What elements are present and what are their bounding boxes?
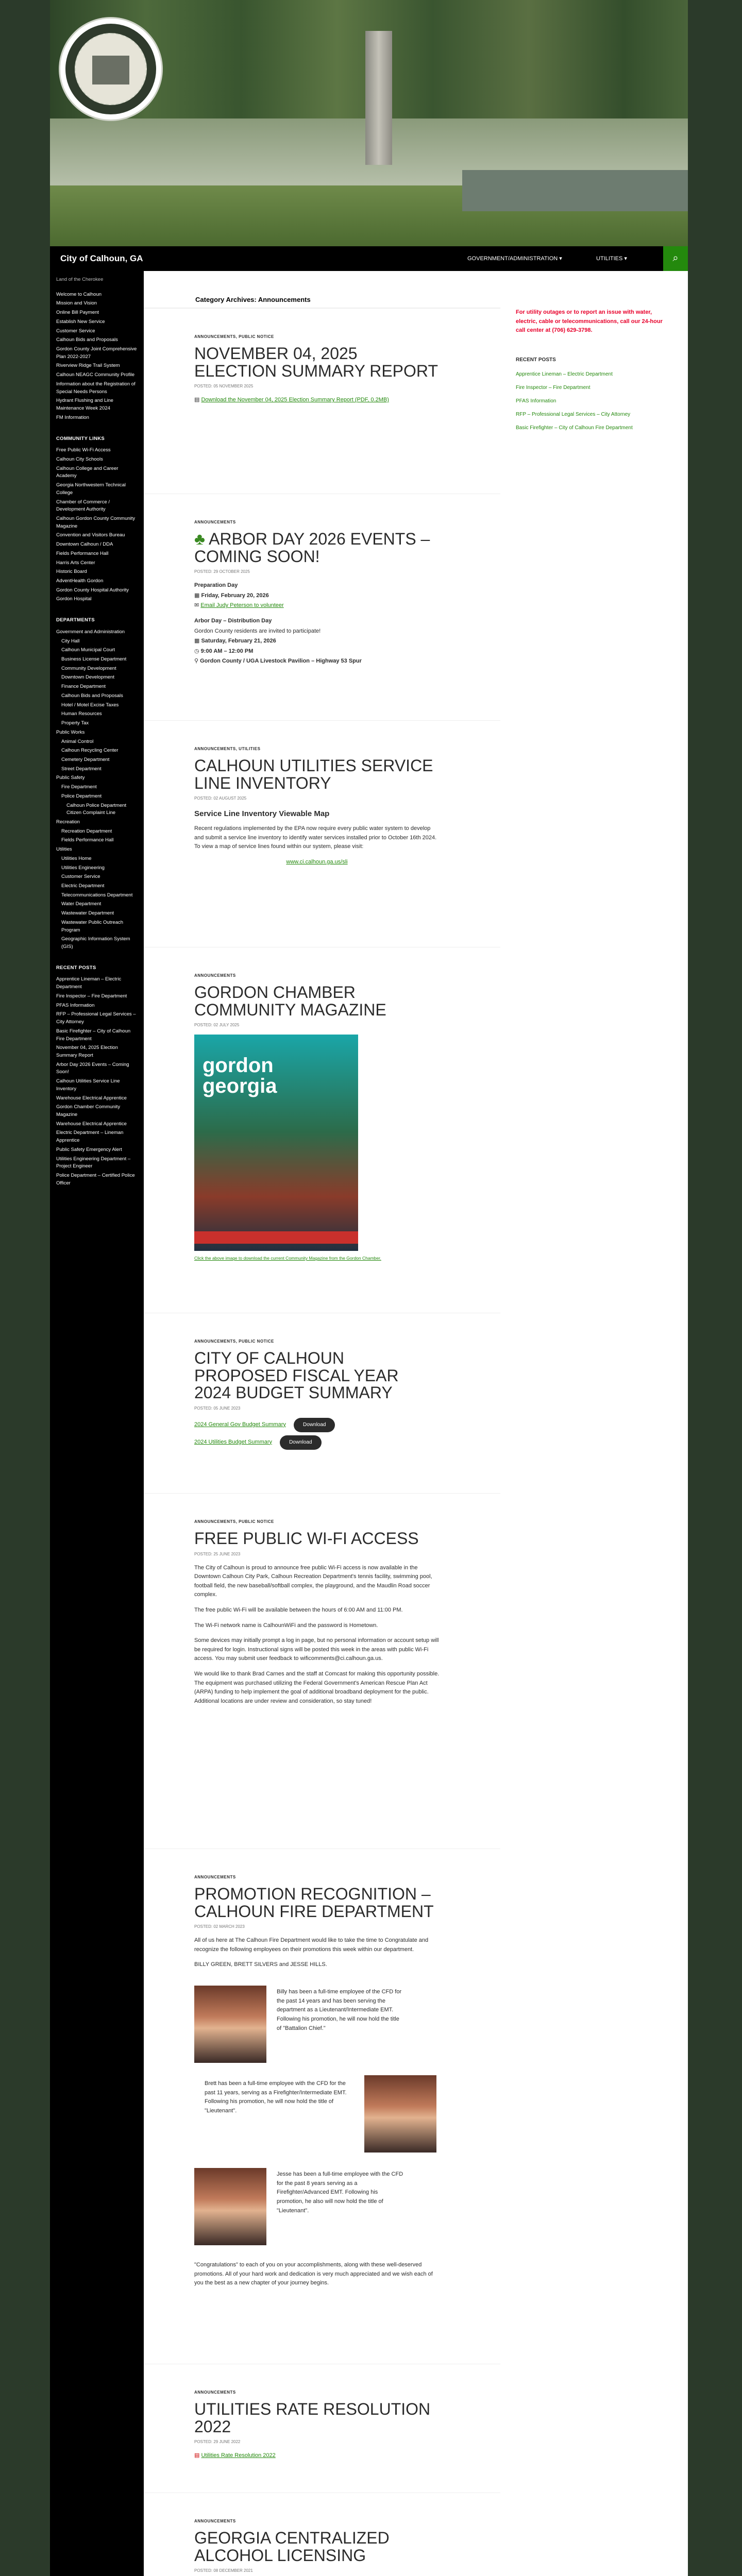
section-heading: Service Line Inventory Viewable Map	[194, 809, 330, 819]
event-heading: Preparation Day	[194, 582, 238, 589]
recent-post-link[interactable]: Police Department – Certified Police Officer	[56, 1173, 135, 1186]
post-meta: POSTED: 08 DECEMBER 2021	[194, 2568, 253, 2573]
recent-post-link[interactable]: Basic Firefighter – City of Calhoun Fire Department	[56, 1028, 131, 1042]
department-link[interactable]: Recreation Department	[61, 828, 112, 834]
post-paragraph: All of us here at The Calhoun Fire Department would like to take the time to Congratulate and recognize the following employees on their promotions this week within our department.	[194, 1937, 429, 1953]
sidebar-link[interactable]: Welcome to Calhoun	[56, 291, 102, 297]
department-link[interactable]: Public Safety	[56, 775, 85, 781]
post-meta: POSTED: 02 MARCH 2023	[194, 1924, 245, 1929]
seal-building	[92, 56, 129, 84]
post-categories[interactable]: ANNOUNCEMENTS	[194, 1875, 236, 1879]
post-categories[interactable]: ANNOUNCEMENTS	[194, 520, 236, 524]
department-link[interactable]: Utilities Engineering	[61, 865, 105, 871]
post-meta: POSTED: 25 JUNE 2023	[194, 1551, 241, 1556]
department-link[interactable]: Customer Service	[61, 874, 100, 880]
main-content	[144, 271, 500, 2576]
sidebar-link[interactable]: Hydrant Flushing and Line Maintenance Week 2024	[56, 398, 113, 412]
post-paragraph: Some devices may initially prompt a log in page, but no personal information or account setup will be required for login. Instructional signs will be posted this week in the areas with public Wi-Fi access. You may submit user feedback to wificomments@ci.calhoun.ga.us.	[194, 1637, 439, 1662]
post-meta: POSTED: 02 JULY 2025	[194, 1023, 240, 1028]
post	[144, 947, 500, 1313]
recent-post-link[interactable]: Fire Inspector – Fire Department	[516, 384, 591, 391]
post-paragraph: The City of Calhoun is proud to announce free public Wi-Fi access is now available in the Downtown Calhoun City Park, Calhoun Recreation Department's tennis facility, swimming pool, football field, the new baseball/softball complex, the playground, and the Maudlin Road soccer complex.	[194, 1564, 432, 1598]
sidebar-link[interactable]: Mission and Vision	[56, 300, 97, 307]
recent-post-link[interactable]: Fire Inspector – Fire Department	[56, 993, 127, 999]
post-paragraph: We would like to thank Brad Carnes and the staff at Comcast for making this opportunity possible. The equipment was purchased utilizing the Federal Government's American Rescue Plan Act (ARPA) funding to help implement the goal of additional broadband deployment for the public. Additional locations are under review and consideration, so stay tuned!	[194, 1670, 440, 1704]
bio: Billy has been a full-time employee of the CFD for the past 14 years and has been serving the department as a Lieutenant/Intermediate EMT. Following his promotion, he will now hold the title of "Battalion Chief."	[277, 1989, 402, 2031]
outage-alert: For utility outages or to report an issue with water, electric, cable or telecommunications, call our 24-hour call center at (706) 629-3798.	[516, 309, 663, 334]
department-link[interactable]: Hotel / Motel Excise Taxes	[61, 702, 119, 708]
photo-jesse-hills	[194, 2168, 266, 2245]
community-link[interactable]: Harris Arts Center	[56, 560, 95, 566]
recent-post-link[interactable]: RFP – Professional Legal Services – City Attorney	[516, 411, 631, 417]
magazine-caption[interactable]: Click the above image to download the current Community Magazine from the Gordon Chamber.	[194, 1256, 381, 1261]
department-link[interactable]: Fire Department	[61, 784, 97, 790]
post-title[interactable]: FREE PUBLIC WI-FI ACCESS	[194, 1529, 419, 1548]
recent-posts-heading: RECENT POSTS	[56, 964, 96, 971]
community-heading: COMMUNITY LINKS	[56, 435, 105, 442]
sidebar-link[interactable]: Online Bill Payment	[56, 310, 99, 316]
post	[144, 2493, 500, 2576]
post-paragraph: Recent regulations implemented by the EPA now require every public water system to develop and submit a service line inventory to identify water services installed prior to October 16th 2024. To view a map of service lines found within our system, please visit:	[194, 825, 437, 850]
page	[50, 0, 688, 2576]
community-link[interactable]: AdventHealth Gordon	[56, 578, 104, 584]
sidebar-links	[56, 291, 138, 422]
event-date: Friday, February 20, 2026	[201, 592, 269, 599]
department-link[interactable]: Calhoun Recycling Center	[61, 748, 119, 754]
recent-post-link[interactable]: PFAS Information	[516, 398, 556, 404]
top-navigation	[50, 246, 688, 271]
department-link[interactable]: Public Works	[56, 729, 85, 735]
budget-link[interactable]: 2024 General Gov Budget Summary	[194, 1421, 286, 1428]
sidebar-link[interactable]: Riverview Ridge Trail System	[56, 363, 120, 369]
post	[144, 1849, 500, 2364]
recent-post-link[interactable]: Basic Firefighter – City of Calhoun Fire Department	[516, 425, 633, 431]
department-links	[56, 629, 138, 951]
site-title[interactable]: City of Calhoun, GA	[60, 253, 143, 263]
event-heading: Arbor Day – Distribution Day	[194, 617, 272, 624]
post-title[interactable]: GORDON CHAMBER COMMUNITY MAGAZINE	[194, 983, 386, 1019]
recent-posts-heading: RECENT POSTS	[516, 357, 556, 363]
post	[144, 2364, 500, 2493]
post-title[interactable]: GEORGIA CENTRALIZED ALCOHOL LICENSING	[194, 2529, 390, 2565]
recent-post-link[interactable]: Apprentice Lineman – Electric Department	[516, 371, 613, 377]
post	[144, 1493, 500, 1849]
post-title[interactable]: CITY OF CALHOUN PROPOSED FISCAL YEAR 2024 BUDGET SUMMARY	[194, 1349, 399, 1402]
department-link[interactable]: Business License Department	[61, 656, 127, 663]
magazine-title: gordon georgia	[203, 1054, 277, 1098]
sidebar-link[interactable]: Information about the Registration of Special Needs Persons	[56, 381, 136, 395]
monument	[365, 31, 392, 165]
department-link[interactable]: Fields Performance Hall	[61, 837, 114, 843]
sidebar	[50, 271, 144, 2576]
post-paragraph: The Wi-Fi network name is CalhounWiFi and the password is Hometown.	[194, 1622, 378, 1629]
department-link[interactable]: Police Department	[61, 793, 102, 799]
recent-post-link[interactable]: Apprentice Lineman – Electric Department	[56, 976, 122, 990]
community-link[interactable]: Free Public Wi-Fi Access	[56, 447, 111, 453]
photo-billy-green	[194, 1986, 266, 2063]
recent-post-link[interactable]: Public Safety Emergency Alert	[56, 1146, 122, 1153]
search-button[interactable]	[663, 246, 688, 271]
department-link[interactable]: Electric Department	[61, 883, 105, 889]
recent-post-link[interactable]: RFP – Professional Legal Services – City Attorney	[56, 1011, 136, 1025]
map-link[interactable]: www.ci.calhoun.ga.us/sli	[286, 858, 348, 865]
department-link[interactable]: Community Development	[61, 665, 116, 671]
header-banner	[50, 0, 688, 246]
download-link[interactable]: Utilities Rate Resolution 2022	[201, 2452, 276, 2459]
right-widgets	[500, 271, 688, 2576]
bio: Brett has been a full-time employee with the CFD for the past 11 years, serving as a Firefighter/Intermediate EMT. Following his promotion, he will now hold the title of "Lieutenant".	[205, 2080, 347, 2114]
photo-brett-silvers	[364, 2075, 436, 2153]
community-link[interactable]: Downtown Calhoun / DDA	[56, 541, 113, 548]
department-link[interactable]: Wastewater Department	[61, 910, 114, 917]
post-meta: POSTED: 29 OCTOBER 2025	[194, 569, 250, 574]
post-title[interactable]: CALHOUN UTILITIES SERVICE LINE INVENTORY	[194, 756, 433, 792]
post-title[interactable]: NOVEMBER 04, 2025 ELECTION SUMMARY REPORT	[194, 344, 438, 380]
community-link[interactable]: Fields Performance Hall	[56, 550, 109, 556]
post-categories[interactable]: ANNOUNCEMENTS	[194, 973, 236, 978]
event-text: Gordon County residents are invited to participate!	[194, 628, 321, 634]
community-link[interactable]: Gordon Hospital	[56, 596, 92, 602]
sidebar-link[interactable]: Calhoun NEAGC Community Profile	[56, 372, 135, 378]
recent-post-link[interactable]: Warehouse Electrical Apprentice	[56, 1121, 127, 1127]
download-button[interactable]: Download	[280, 1435, 321, 1450]
department-link[interactable]: Water Department	[61, 901, 102, 907]
recent-post-link[interactable]: Calhoun Utilities Service Line Inventory	[56, 1078, 120, 1092]
magazine-stripe	[194, 1231, 358, 1244]
post-categories[interactable]: ANNOUNCEMENTS	[194, 2519, 236, 2523]
community-link[interactable]: Calhoun City Schools	[56, 456, 103, 462]
recent-post-link[interactable]: PFAS Information	[56, 1002, 95, 1008]
post-meta: POSTED: 29 JUNE 2022	[194, 2439, 241, 2445]
event-time: 9:00 AM – 12:00 PM	[200, 648, 254, 654]
recent-post-link[interactable]: Electric Department – Lineman Apprentice	[56, 1130, 124, 1144]
post	[144, 1313, 500, 1493]
sidebar-link[interactable]: Gordon County Joint Comprehensive Plan 2022-2027	[56, 346, 137, 360]
budget-link[interactable]: 2024 Utilities Budget Summary	[194, 1438, 273, 1445]
department-link[interactable]: Recreation	[56, 819, 80, 825]
post-title[interactable]: PROMOTION RECOGNITION – CALHOUN FIRE DEPARTMENT	[194, 1885, 434, 1921]
pdf-icon: ▤	[194, 2452, 200, 2459]
post-paragraph: BILLY GREEN, BRETT SILVERS and JESSE HILLS.	[194, 1961, 327, 1968]
event-date: Saturday, February 21, 2026	[201, 638, 276, 645]
community-link[interactable]: Calhoun College and Career Academy	[56, 465, 119, 479]
post-paragraph: "Congratulations" to each of you on your accomplishments, along with these well-deserved promotions. All of your hard work and dedication is very much appreciated and we wish each of you the best as a new chapter of your journey begins.	[194, 2262, 433, 2286]
post-categories[interactable]: ANNOUNCEMENTS	[194, 2390, 236, 2395]
department-link[interactable]: Wastewater Public Outreach Program	[61, 919, 124, 933]
menu-utilities[interactable]: UTILITIES ▾	[596, 256, 627, 262]
department-link[interactable]: Downtown Development	[61, 674, 114, 681]
calendar-icon: ▦	[194, 638, 200, 645]
volunteer-link[interactable]: Email Judy Peterson to volunteer	[200, 602, 284, 609]
community-link[interactable]: Historic Board	[56, 569, 87, 575]
pdf-icon: ▤	[194, 397, 200, 403]
department-link[interactable]: Utilities Home	[61, 855, 92, 861]
department-link[interactable]: Human Resources	[61, 711, 102, 717]
department-link[interactable]: Property Tax	[61, 720, 89, 726]
recent-post-link[interactable]: Utilities Engineering Department – Project Engineer	[56, 1156, 131, 1170]
post	[144, 494, 500, 720]
menu-government[interactable]: GOVERNMENT/ADMINISTRATION ▾	[467, 256, 562, 262]
department-link[interactable]: Calhoun Bids and Proposals	[61, 692, 123, 699]
department-link[interactable]: Utilities	[56, 846, 72, 853]
post-paragraph: The free public Wi-Fi will be available between the hours of 6:00 AM and 11:00 PM.	[194, 1606, 403, 1613]
download-link[interactable]: Download the November 04, 2025 Election Summary Report (PDF, 0.2MB)	[201, 397, 389, 403]
magazine-cover[interactable]	[194, 1035, 358, 1251]
search-icon: ⌕	[672, 252, 679, 264]
department-link[interactable]: Calhoun Municipal Court	[61, 647, 115, 653]
recent-posts-list	[516, 370, 672, 432]
post-meta: POSTED: 05 JUNE 2023	[194, 1405, 241, 1411]
sidebar-link[interactable]: Customer Service	[56, 328, 95, 334]
post-categories[interactable]: ANNOUNCEMENTS, PUBLIC NOTICE	[194, 1339, 274, 1344]
sidebar-link[interactable]: Establish New Service	[56, 318, 105, 325]
department-link[interactable]: Telecommunications Department	[61, 892, 133, 898]
department-link[interactable]: Calhoun Police Department Citizen Complaint Line	[66, 802, 127, 816]
post-categories[interactable]: ANNOUNCEMENTS, PUBLIC NOTICE	[194, 334, 274, 339]
tree-icon: ♣	[194, 530, 205, 548]
recent-post-link[interactable]: Warehouse Electrical Apprentice	[56, 1095, 127, 1101]
post-categories[interactable]: ANNOUNCEMENTS, UTILITIES	[194, 747, 261, 751]
email-icon: ✉	[194, 602, 199, 609]
post-categories[interactable]: ANNOUNCEMENTS, PUBLIC NOTICE	[194, 1519, 274, 1524]
community-link[interactable]: Gordon County Hospital Authority	[56, 587, 129, 593]
community-link[interactable]: Georgia Northwestern Technical College	[56, 482, 126, 496]
content-inner	[144, 271, 500, 2576]
department-link[interactable]: Animal Control	[61, 738, 94, 744]
post-meta: POSTED: 05 NOVEMBER 2025	[194, 384, 254, 389]
department-link[interactable]: City Hall	[61, 638, 80, 644]
sidebar-link[interactable]: Calhoun Bids and Proposals	[56, 337, 118, 343]
community-link[interactable]: Calhoun Gordon County Community Magazine	[56, 515, 136, 529]
recent-post-link[interactable]: Arbor Day 2026 Events – Coming Soon!	[56, 1061, 129, 1075]
post-title[interactable]: UTILITIES RATE RESOLUTION 2022	[194, 2400, 431, 2436]
bio: Jesse has been a full-time employee with the CFD for the past 8 years serving as a Firefighter/Advanced EMT. Following his promotion, he also will now hold the title of "Lieutenant".	[277, 2171, 403, 2214]
department-link[interactable]: Cemetery Department	[61, 756, 110, 762]
departments-heading: DEPARTMENTS	[56, 617, 95, 623]
event-location: Gordon County / UGA Livestock Pavilion – Highway 53 Spur	[200, 658, 362, 665]
city-seal-logo[interactable]	[60, 19, 161, 120]
post-meta: POSTED: 02 AUGUST 2025	[194, 796, 247, 801]
post-title[interactable]: ARBOR DAY 2026 EVENTS – COMING SOON!	[194, 530, 430, 566]
recent-post-link[interactable]: November 04, 2025 Election Summary Report	[56, 1045, 118, 1058]
sidebar-link[interactable]: FM Information	[56, 414, 89, 420]
post	[144, 308, 500, 494]
department-link[interactable]: Street Department	[61, 766, 102, 772]
department-link[interactable]: Government and Administration	[56, 629, 125, 635]
recent-post-link[interactable]: Gordon Chamber Community Magazine	[56, 1104, 121, 1117]
clock-icon: ◷	[194, 648, 199, 654]
community-link[interactable]: Chamber of Commerce / Development Authority	[56, 499, 110, 513]
site-tagline: Land of the Cherokee	[56, 277, 104, 282]
department-link[interactable]: Geographic Information System (GIS)	[61, 936, 130, 950]
pond	[462, 170, 688, 211]
community-link[interactable]: Convention and Visitors Bureau	[56, 532, 125, 538]
calendar-icon: ▦	[194, 592, 200, 599]
community-links	[56, 447, 138, 603]
archive-title: Category Archives: Announcements	[144, 271, 500, 308]
download-button[interactable]: Download	[294, 1418, 335, 1432]
sidebar-recent-posts	[56, 976, 138, 1187]
department-link[interactable]: Finance Department	[61, 684, 106, 690]
location-icon: ⚲	[194, 658, 199, 665]
post	[144, 720, 500, 947]
